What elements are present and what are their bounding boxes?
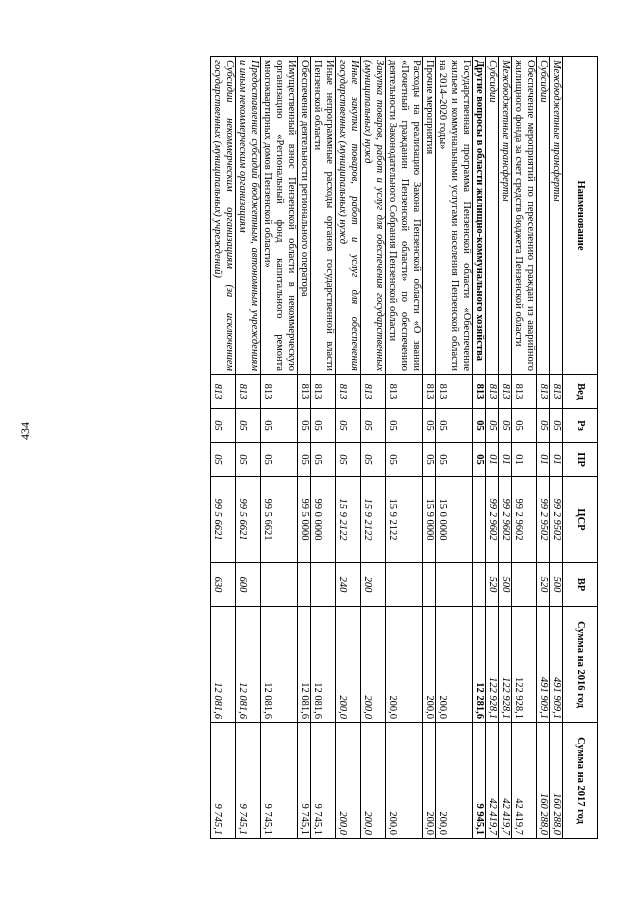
- cell-csr: 15 9 2122: [361, 477, 386, 563]
- cell-csr: 99 2 9502: [537, 477, 550, 563]
- table-row: [436, 57, 473, 839]
- cell-vr: 240: [336, 563, 361, 607]
- cell-name: Другие вопросы в области жилищно-коммунального хозяйства: [473, 57, 486, 375]
- cell-vr: [423, 563, 436, 607]
- cell-sum-2017: 42 419,7: [512, 723, 537, 839]
- cell-sum-2016: 122 928,1: [499, 607, 512, 723]
- cell-sum-2017: 200,0: [336, 723, 361, 839]
- cell-csr: 99 2 9602: [512, 477, 537, 563]
- cell-sum-2017: 9 745,1: [261, 723, 298, 839]
- table-row: [499, 57, 512, 839]
- cell-name: Иные закупки товаров, работ и услуг для обеспечения государственных (муниципальных) нужд: [336, 57, 361, 375]
- cell-csr: [473, 477, 486, 563]
- cell-rz: 05: [298, 409, 311, 443]
- cell-csr: 99 2 9602: [486, 477, 499, 563]
- cell-rz: 05: [499, 409, 512, 443]
- page-number: 434: [18, 422, 32, 440]
- cell-pr: 05: [261, 443, 298, 477]
- cell-name: Субсидии: [537, 57, 550, 375]
- header-vr: ВР: [563, 563, 598, 607]
- cell-csr: 99 5 6621: [211, 477, 236, 563]
- header-name: Наименование: [563, 57, 598, 375]
- cell-sum-2016: 200,0: [436, 607, 473, 723]
- cell-rz: 05: [473, 409, 486, 443]
- cell-vr: 630: [211, 563, 236, 607]
- cell-ved: 813: [499, 375, 512, 409]
- cell-rz: 05: [423, 409, 436, 443]
- cell-pr: 05: [211, 443, 236, 477]
- cell-name: Предоставление субсидий бюджетным, автономным учреждениям и иным некоммерческим организациям: [236, 57, 261, 375]
- cell-csr: 99 2 9602: [499, 477, 512, 563]
- table-row: [211, 57, 236, 839]
- cell-pr: 01: [499, 443, 512, 477]
- cell-sum-2016: 12 081,6: [211, 607, 236, 723]
- cell-rz: 05: [486, 409, 499, 443]
- cell-rz: 05: [336, 409, 361, 443]
- cell-sum-2017: 200,0: [436, 723, 473, 839]
- cell-csr: 15 9 0000: [423, 477, 436, 563]
- header-ved: Вед: [563, 375, 598, 409]
- cell-vr: [311, 563, 336, 607]
- table-row: [537, 57, 550, 839]
- cell-ved: 813: [311, 375, 336, 409]
- cell-csr: 99 5 0000: [298, 477, 311, 563]
- table-row: [298, 57, 311, 839]
- cell-ved: 813: [512, 375, 537, 409]
- header-rz: Рз: [563, 409, 598, 443]
- cell-rz: 05: [361, 409, 386, 443]
- cell-vr: [473, 563, 486, 607]
- cell-sum-2017: 9 745,1: [311, 723, 336, 839]
- cell-ved: 813: [361, 375, 386, 409]
- cell-ved: 813: [537, 375, 550, 409]
- cell-rz: 05: [311, 409, 336, 443]
- cell-sum-2017: 160 288,0: [537, 723, 550, 839]
- cell-sum-2016: 122 928,1: [486, 607, 499, 723]
- cell-rz: 05: [386, 409, 423, 443]
- cell-csr: 15 0 0000: [436, 477, 473, 563]
- cell-pr: 01: [512, 443, 537, 477]
- cell-vr: 600: [236, 563, 261, 607]
- cell-ved: 813: [236, 375, 261, 409]
- header-csr: ЦСР: [563, 477, 598, 563]
- cell-sum-2016: 200,0: [336, 607, 361, 723]
- cell-pr: 05: [298, 443, 311, 477]
- table-row: [473, 57, 486, 839]
- cell-pr: 05: [423, 443, 436, 477]
- cell-sum-2017: 9 745,1: [211, 723, 236, 839]
- cell-rz: 05: [211, 409, 236, 443]
- cell-sum-2016: 12 281,6: [473, 607, 486, 723]
- header-sum-2016: Сумма на 2016 год: [563, 607, 598, 723]
- cell-vr: 200: [361, 563, 386, 607]
- cell-name: Обеспечение мероприятий по переселению граждан из аварийного жилищного фонда за счет средств бюджета Пензенской области: [512, 57, 537, 375]
- cell-sum-2017: 42 419,7: [499, 723, 512, 839]
- cell-name: Государственная программа Пензенской области «Обеспечение жильем и коммунальными услугами населения Пензенской области на 2014–2020 годы»: [436, 57, 473, 375]
- table-row: [550, 57, 563, 839]
- cell-vr: 520: [486, 563, 499, 607]
- cell-ved: 813: [261, 375, 298, 409]
- cell-sum-2016: 12 081,6: [261, 607, 298, 723]
- cell-pr: 05: [311, 443, 336, 477]
- cell-pr: 05: [436, 443, 473, 477]
- cell-vr: 500: [499, 563, 512, 607]
- cell-vr: [512, 563, 537, 607]
- cell-sum-2016: 200,0: [386, 607, 423, 723]
- cell-sum-2016: 200,0: [361, 607, 386, 723]
- cell-pr: 05: [386, 443, 423, 477]
- cell-rz: 05: [436, 409, 473, 443]
- cell-vr: [298, 563, 311, 607]
- cell-rz: 05: [236, 409, 261, 443]
- cell-csr: 99 0 0000: [311, 477, 336, 563]
- cell-name: Прочие мероприятия: [423, 57, 436, 375]
- cell-csr: 99 5 6621: [261, 477, 298, 563]
- cell-rz: 05: [537, 409, 550, 443]
- cell-sum-2017: 200,0: [423, 723, 436, 839]
- table-row: [512, 57, 537, 839]
- cell-ved: 813: [386, 375, 423, 409]
- cell-sum-2016: 122 928,1: [512, 607, 537, 723]
- cell-pr: 05: [473, 443, 486, 477]
- cell-ved: 813: [211, 375, 236, 409]
- cell-vr: [436, 563, 473, 607]
- cell-name: Межбюджетные трансферты: [499, 57, 512, 375]
- cell-csr: 99 2 9502: [550, 477, 563, 563]
- cell-ved: 813: [298, 375, 311, 409]
- cell-sum-2016: 491 909,1: [550, 607, 563, 723]
- cell-name: Закупка товаров, работ и услуг для обеспечения государственных (муниципальных) нужд: [361, 57, 386, 375]
- cell-sum-2016: 12 081,6: [298, 607, 311, 723]
- cell-sum-2017: 9 745,1: [298, 723, 311, 839]
- cell-rz: 05: [512, 409, 537, 443]
- table-row: [361, 57, 386, 839]
- cell-vr: [386, 563, 423, 607]
- cell-csr: 15 9 2122: [336, 477, 361, 563]
- cell-name: Иные непрограммные расходы органов государственной власти Пензенской области: [311, 57, 336, 375]
- cell-vr: 520: [537, 563, 550, 607]
- cell-name: Имущественный взнос Пензенской области в некоммерческую организацию «Региональный фонд капитального ремонта многоквартирных домов Пензенской области»: [261, 57, 298, 375]
- cell-sum-2017: 9 745,1: [236, 723, 261, 839]
- cell-ved: 813: [486, 375, 499, 409]
- cell-sum-2016: 491 909,1: [537, 607, 550, 723]
- cell-name: Межбюджетные трансферты: [550, 57, 563, 375]
- header-pr: ПР: [563, 443, 598, 477]
- cell-ved: 813: [336, 375, 361, 409]
- cell-csr: 15 9 2122: [386, 477, 423, 563]
- header-sum-2017: Сумма на 2017 год: [563, 723, 598, 839]
- cell-ved: 813: [436, 375, 473, 409]
- cell-pr: 05: [336, 443, 361, 477]
- cell-pr: 05: [236, 443, 261, 477]
- table-row: [311, 57, 336, 839]
- cell-rz: 05: [550, 409, 563, 443]
- cell-sum-2017: 200,0: [386, 723, 423, 839]
- cell-name: Обеспечение деятельности регионального оператора: [298, 57, 311, 375]
- cell-sum-2017: 200,0: [361, 723, 386, 839]
- table-row: [386, 57, 423, 839]
- table-row: [236, 57, 261, 839]
- cell-pr: 05: [361, 443, 386, 477]
- rotated-page-content: [110, 56, 598, 838]
- table-row: [336, 57, 361, 839]
- cell-vr: [261, 563, 298, 607]
- cell-ved: 813: [423, 375, 436, 409]
- cell-sum-2017: 42 419,7: [486, 723, 499, 839]
- table-row: [261, 57, 298, 839]
- table-row: [486, 57, 499, 839]
- cell-ved: 813: [550, 375, 563, 409]
- cell-sum-2016: 12 081,6: [236, 607, 261, 723]
- cell-sum-2016: 200,0: [423, 607, 436, 723]
- cell-rz: 05: [261, 409, 298, 443]
- cell-sum-2016: 12 081,6: [311, 607, 336, 723]
- cell-pr: 01: [550, 443, 563, 477]
- cell-name: Расходы на реализацию Закона Пензенской области «О звании «Почетный гражданин Пензенской области» по обеспечению деятельности Законодательного Собрания Пензенской области: [386, 57, 423, 375]
- cell-pr: 01: [537, 443, 550, 477]
- cell-name: Субсидии: [486, 57, 499, 375]
- cell-vr: 500: [550, 563, 563, 607]
- cell-sum-2017: 160 288,0: [550, 723, 563, 839]
- budget-table: [210, 56, 598, 839]
- table-row: [423, 57, 436, 839]
- table-header-row: [563, 57, 598, 839]
- cell-csr: 99 5 6621: [236, 477, 261, 563]
- cell-ved: 813: [473, 375, 486, 409]
- cell-sum-2017: 9 945,1: [473, 723, 486, 839]
- cell-name: Субсидии некоммерческим организациям (за исключением государственных (муниципальных) учреждений): [211, 57, 236, 375]
- cell-pr: 01: [486, 443, 499, 477]
- table-body: [211, 57, 563, 839]
